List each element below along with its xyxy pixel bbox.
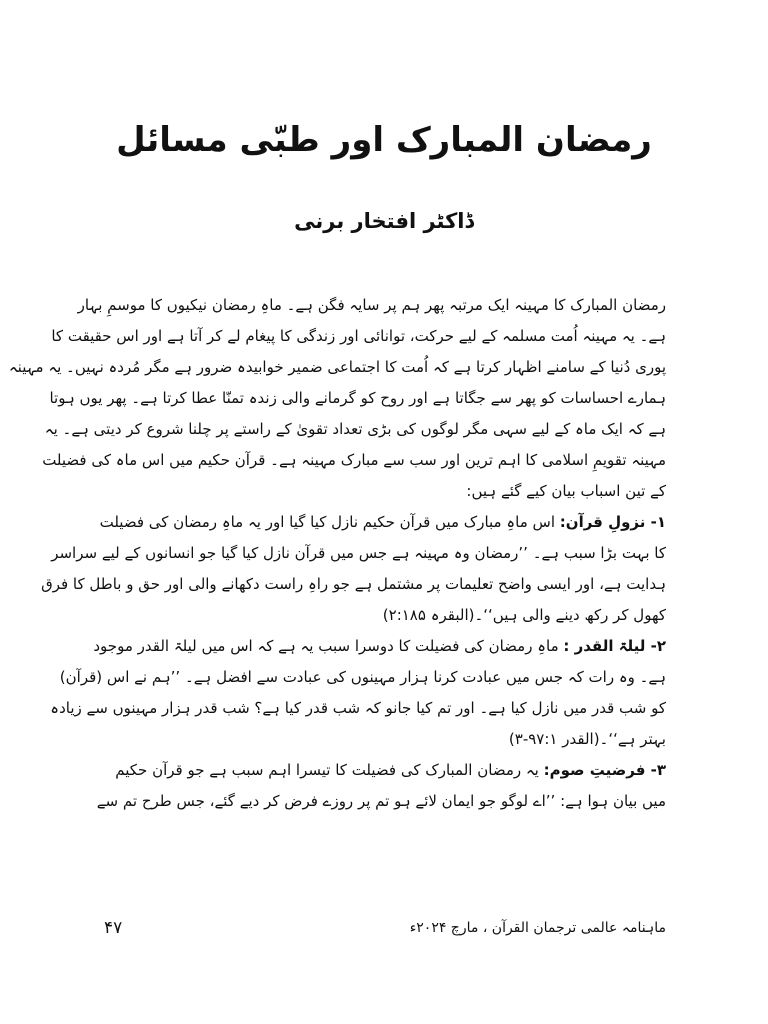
- point2-heading: ۲- لیلۃ القدر :: [563, 637, 666, 655]
- point3-first-line: [104, 755, 666, 786]
- article-author: ڈاکٹر افتخار برنی: [294, 209, 474, 233]
- article-title: رمضان المبارک اور طبّی مسائل: [116, 120, 652, 160]
- intro-line: رمضان المبارک کا مہینہ ایک مرتبہ پھر ہم پر سایہ فگن ہے۔ ماہِ رمضان نیکیوں کا موسمِ بہار: [77, 296, 666, 314]
- point2-line: بہتر ہے‘‘۔(القدر ۹۷:۱-۳): [508, 730, 666, 748]
- page-number: ۴۷: [104, 918, 123, 938]
- intro-line: مہینہ تقویمِ اسلامی کا اہم ترین اور سب سے مبارک مہینہ ہے۔ قرآن حکیم میں اس ماہ کی فضیلت: [42, 451, 666, 469]
- point3-heading: ۳- فرضیتِ صوم:: [543, 761, 666, 779]
- intro-line: ہے کہ ایک ماہ کے لیے سہی مگر لوگوں کی بڑی تعداد تقویٰ کے راستے پر چلنا شروع کر دیتی ہے۔ یہ: [44, 420, 666, 438]
- intro-line: کے تین اسباب بیان کیے گئے ہیں:: [466, 482, 666, 500]
- intro-line: ہے۔ یہ مہینہ اُمت مسلمہ کے لیے حرکت، توانائی اور زندگی کا پیغام لے کر آتا ہے اور اس حقیقت کا: [51, 327, 666, 345]
- point1-line: کھول کر رکھ دینے والی ہیں‘‘۔(البقرہ ۲:۱۸۵): [382, 606, 666, 624]
- point1-line: ہدایت ہے، اور ایسی واضح تعلیمات پر مشتمل ہے جو راہِ راست دکھانے والی اور حق و باطل کا فرق: [41, 575, 666, 593]
- point3-text: یہ رمضان المبارک کی فضیلت کا تیسرا اہم سبب ہے جو قرآن حکیم: [115, 761, 539, 779]
- page-footer: [104, 914, 666, 942]
- point3-line: میں بیان ہوا ہے: ’’اے لوگو جو ایمان لائے ہو تم پر روزے فرض کر دیے گئے، جس طرح تم سے: [96, 792, 666, 810]
- point2-line: کو شب قدر میں نازل کیا ہے۔ اور تم کیا جانو کہ شب قدر کیا ہے؟ شب قدر ہزار مہینوں سے زیادہ: [50, 699, 666, 717]
- point2-line: ہے۔ وہ رات کہ جس میں عبادت کرنا ہزار مہینوں کی عبادت سے افضل ہے۔ ’’ہم نے اس (قرآن): [59, 668, 666, 686]
- footer-source: ماہنامہ عالمی ترجمان القرآن ، مارچ ۲۰۲۴ء: [409, 920, 666, 936]
- point1-text: اس ماہِ مبارک میں قرآن حکیم نازل کیا گیا اور یہ ماہِ رمضان کی فضیلت: [99, 513, 555, 531]
- article-body: [8, 290, 666, 817]
- point2-first-line: [93, 631, 666, 662]
- point2-text: ماہِ رمضان کی فضیلت کا دوسرا سبب یہ ہے کہ اس میں لیلۃ القدر موجود: [93, 637, 559, 655]
- point1-line: کا بہت بڑا سبب ہے۔ ’’رمضان وہ مہینہ ہے جس میں قرآن نازل کیا گیا جو انسانوں کے لیے سراسر: [51, 544, 666, 562]
- intro-line: ہمارے احساسات کو پھر سے جگاتا ہے اور روح کو گرمانے والی زندہ تمنّا عطا کرتا ہے۔ پھر یوں ہوتا: [49, 389, 666, 407]
- intro-line: پوری دُنیا کے سامنے اظہار کرتا ہے کہ اُمت کا اجتماعی ضمیر خوابیدہ ضرور ہے مگر مُردہ نہیں۔ یہ مہینہ: [8, 358, 666, 376]
- point1-heading: ۱- نزولِ قرآن:: [559, 513, 666, 531]
- point1-first-line: [99, 507, 666, 538]
